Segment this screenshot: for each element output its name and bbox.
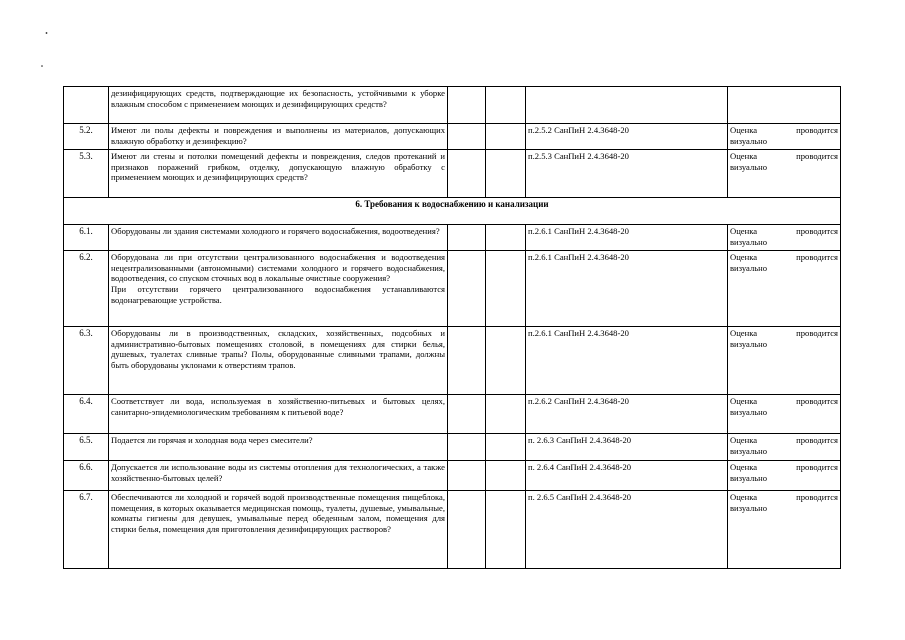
answer-no-cell [486, 327, 526, 395]
question-text: Обеспечиваются ли холодной и горячей водой производственные помещения пищеблока, помещения, в которых оказывается медицинская помощь, туалеты, душевые, умывальные, комнаты гигиены для девушек, умывальные перед обеденным залом, помещения для стирки белья, помещения для приготовления дезинфицирующих растворов? [109, 491, 448, 569]
note-cell: Оценка проводится визуально [728, 461, 841, 491]
question-text: Соответствует ли вода, используемая в хозяйственно-питьевых и бытовых целях, санитарно-эпидемиологическим требованиям к питьевой воде? [109, 395, 448, 434]
reference-cell: п.2.6.2 СанПиН 2.4.3648-20 [526, 395, 728, 434]
answer-yes-cell [448, 327, 486, 395]
table-row [64, 150, 841, 198]
answer-yes-cell [448, 434, 486, 461]
table-row [64, 87, 841, 124]
reference-cell: п.2.6.1 СанПиН 2.4.3648-20 [526, 225, 728, 251]
answer-no-cell [486, 395, 526, 434]
note-cell: Оценка проводится визуально [728, 491, 841, 569]
answer-no-cell [486, 124, 526, 150]
answer-yes-cell [448, 251, 486, 327]
row-number: 6.6. [64, 461, 109, 491]
table-row [64, 327, 841, 395]
table-row [64, 491, 841, 569]
question-text: дезинфицирующих средств, подтверждающие их безопасность, устойчивыми к уборке влажным способом с применением моющих и дезинфицирующих средств? [109, 87, 448, 124]
answer-no-cell [486, 461, 526, 491]
table-row [64, 251, 841, 327]
table-row [64, 124, 841, 150]
row-number: 6.4. [64, 395, 109, 434]
note-cell: Оценка проводится визуально [728, 251, 841, 327]
answer-yes-cell [448, 124, 486, 150]
reference-cell: п. 2.6.3 СанПиН 2.4.3648-20 [526, 434, 728, 461]
question-text: Допускается ли использование воды из системы отопления для технологических, а также хозяйственно-бытовых целей? [109, 461, 448, 491]
question-text: Подается ли горячая и холодная вода через смесители? [109, 434, 448, 461]
answer-no-cell [486, 251, 526, 327]
note-cell [728, 87, 841, 124]
reference-cell: п. 2.6.5 СанПиН 2.4.3648-20 [526, 491, 728, 569]
row-number: 5.3. [64, 150, 109, 198]
note-cell: Оценка проводится визуально [728, 225, 841, 251]
question-text: Оборудована ли при отсутствии централизованного водоснабжения и водоотведения нецентрализованными (автономными) системами холодного и горячего водоснабжения, водоотведения, со спуском сточных вод в локальные очистные сооружения? При отсутствии горячего централизованного водоснабжения устанавливаются водонагревающие устройства. [109, 251, 448, 327]
answer-no-cell [486, 434, 526, 461]
table-row [64, 395, 841, 434]
note-cell: Оценка проводится визуально [728, 150, 841, 198]
answer-no-cell [486, 225, 526, 251]
question-text: Оборудованы ли в производственных, складских, хозяйственных, подсобных и административно-бытовых помещениях столовой, в помещениях для стирки белья, душевых, туалетах сливные трапы? Полы, оборудованные сливными трапами, должны быть оборудованы уклонами к отверстиям трапов. [109, 327, 448, 395]
answer-no-cell [486, 491, 526, 569]
note-cell: Оценка проводится визуально [728, 124, 841, 150]
table-row [64, 225, 841, 251]
table-row [64, 434, 841, 461]
row-number: 5.2. [64, 124, 109, 150]
reference-cell: п.2.5.3 СанПиН 2.4.3648-20 [526, 150, 728, 198]
note-cell: Оценка проводится визуально [728, 434, 841, 461]
question-text: Имеют ли полы дефекты и повреждения и выполнены из материалов, допускающих влажную обработку и дезинфекцию? [109, 124, 448, 150]
answer-no-cell [486, 87, 526, 124]
answer-yes-cell [448, 461, 486, 491]
answer-yes-cell [448, 150, 486, 198]
reference-cell: п.2.6.1 СанПиН 2.4.3648-20 [526, 327, 728, 395]
row-number: 6.7. [64, 491, 109, 569]
answer-yes-cell [448, 491, 486, 569]
answer-yes-cell [448, 87, 486, 124]
row-number: 6.3. [64, 327, 109, 395]
section-title: 6. Требования к водоснабжению и канализации [64, 198, 841, 225]
question-note: При отсутствии горячего централизованного водоснабжения устанавливаются водонагревающие устройства. [111, 284, 445, 305]
checklist-table [63, 86, 841, 569]
row-number: 6.1. [64, 225, 109, 251]
reference-cell: п.2.6.1 СанПиН 2.4.3648-20 [526, 251, 728, 327]
row-number [64, 87, 109, 124]
reference-cell [526, 87, 728, 124]
row-number: 6.5. [64, 434, 109, 461]
question-text: Имеют ли стены и потолки помещений дефекты и повреждения, следов протеканий и признаков поражений грибком, отделку, допускающую влажную обработку с применением моющих и дезинфицирующих средств? [109, 150, 448, 198]
question-text: Оборудованы ли здания системами холодного и горячего водоснабжения, водоотведения? [109, 225, 448, 251]
row-number: 6.2. [64, 251, 109, 327]
reference-cell: п. 2.6.4 СанПиН 2.4.3648-20 [526, 461, 728, 491]
table-row [64, 461, 841, 491]
reference-cell: п.2.5.2 СанПиН 2.4.3648-20 [526, 124, 728, 150]
note-cell: Оценка проводится визуально [728, 395, 841, 434]
answer-yes-cell [448, 395, 486, 434]
answer-no-cell [486, 150, 526, 198]
section-row [64, 198, 841, 225]
note-cell: Оценка проводится визуально [728, 327, 841, 395]
answer-yes-cell [448, 225, 486, 251]
